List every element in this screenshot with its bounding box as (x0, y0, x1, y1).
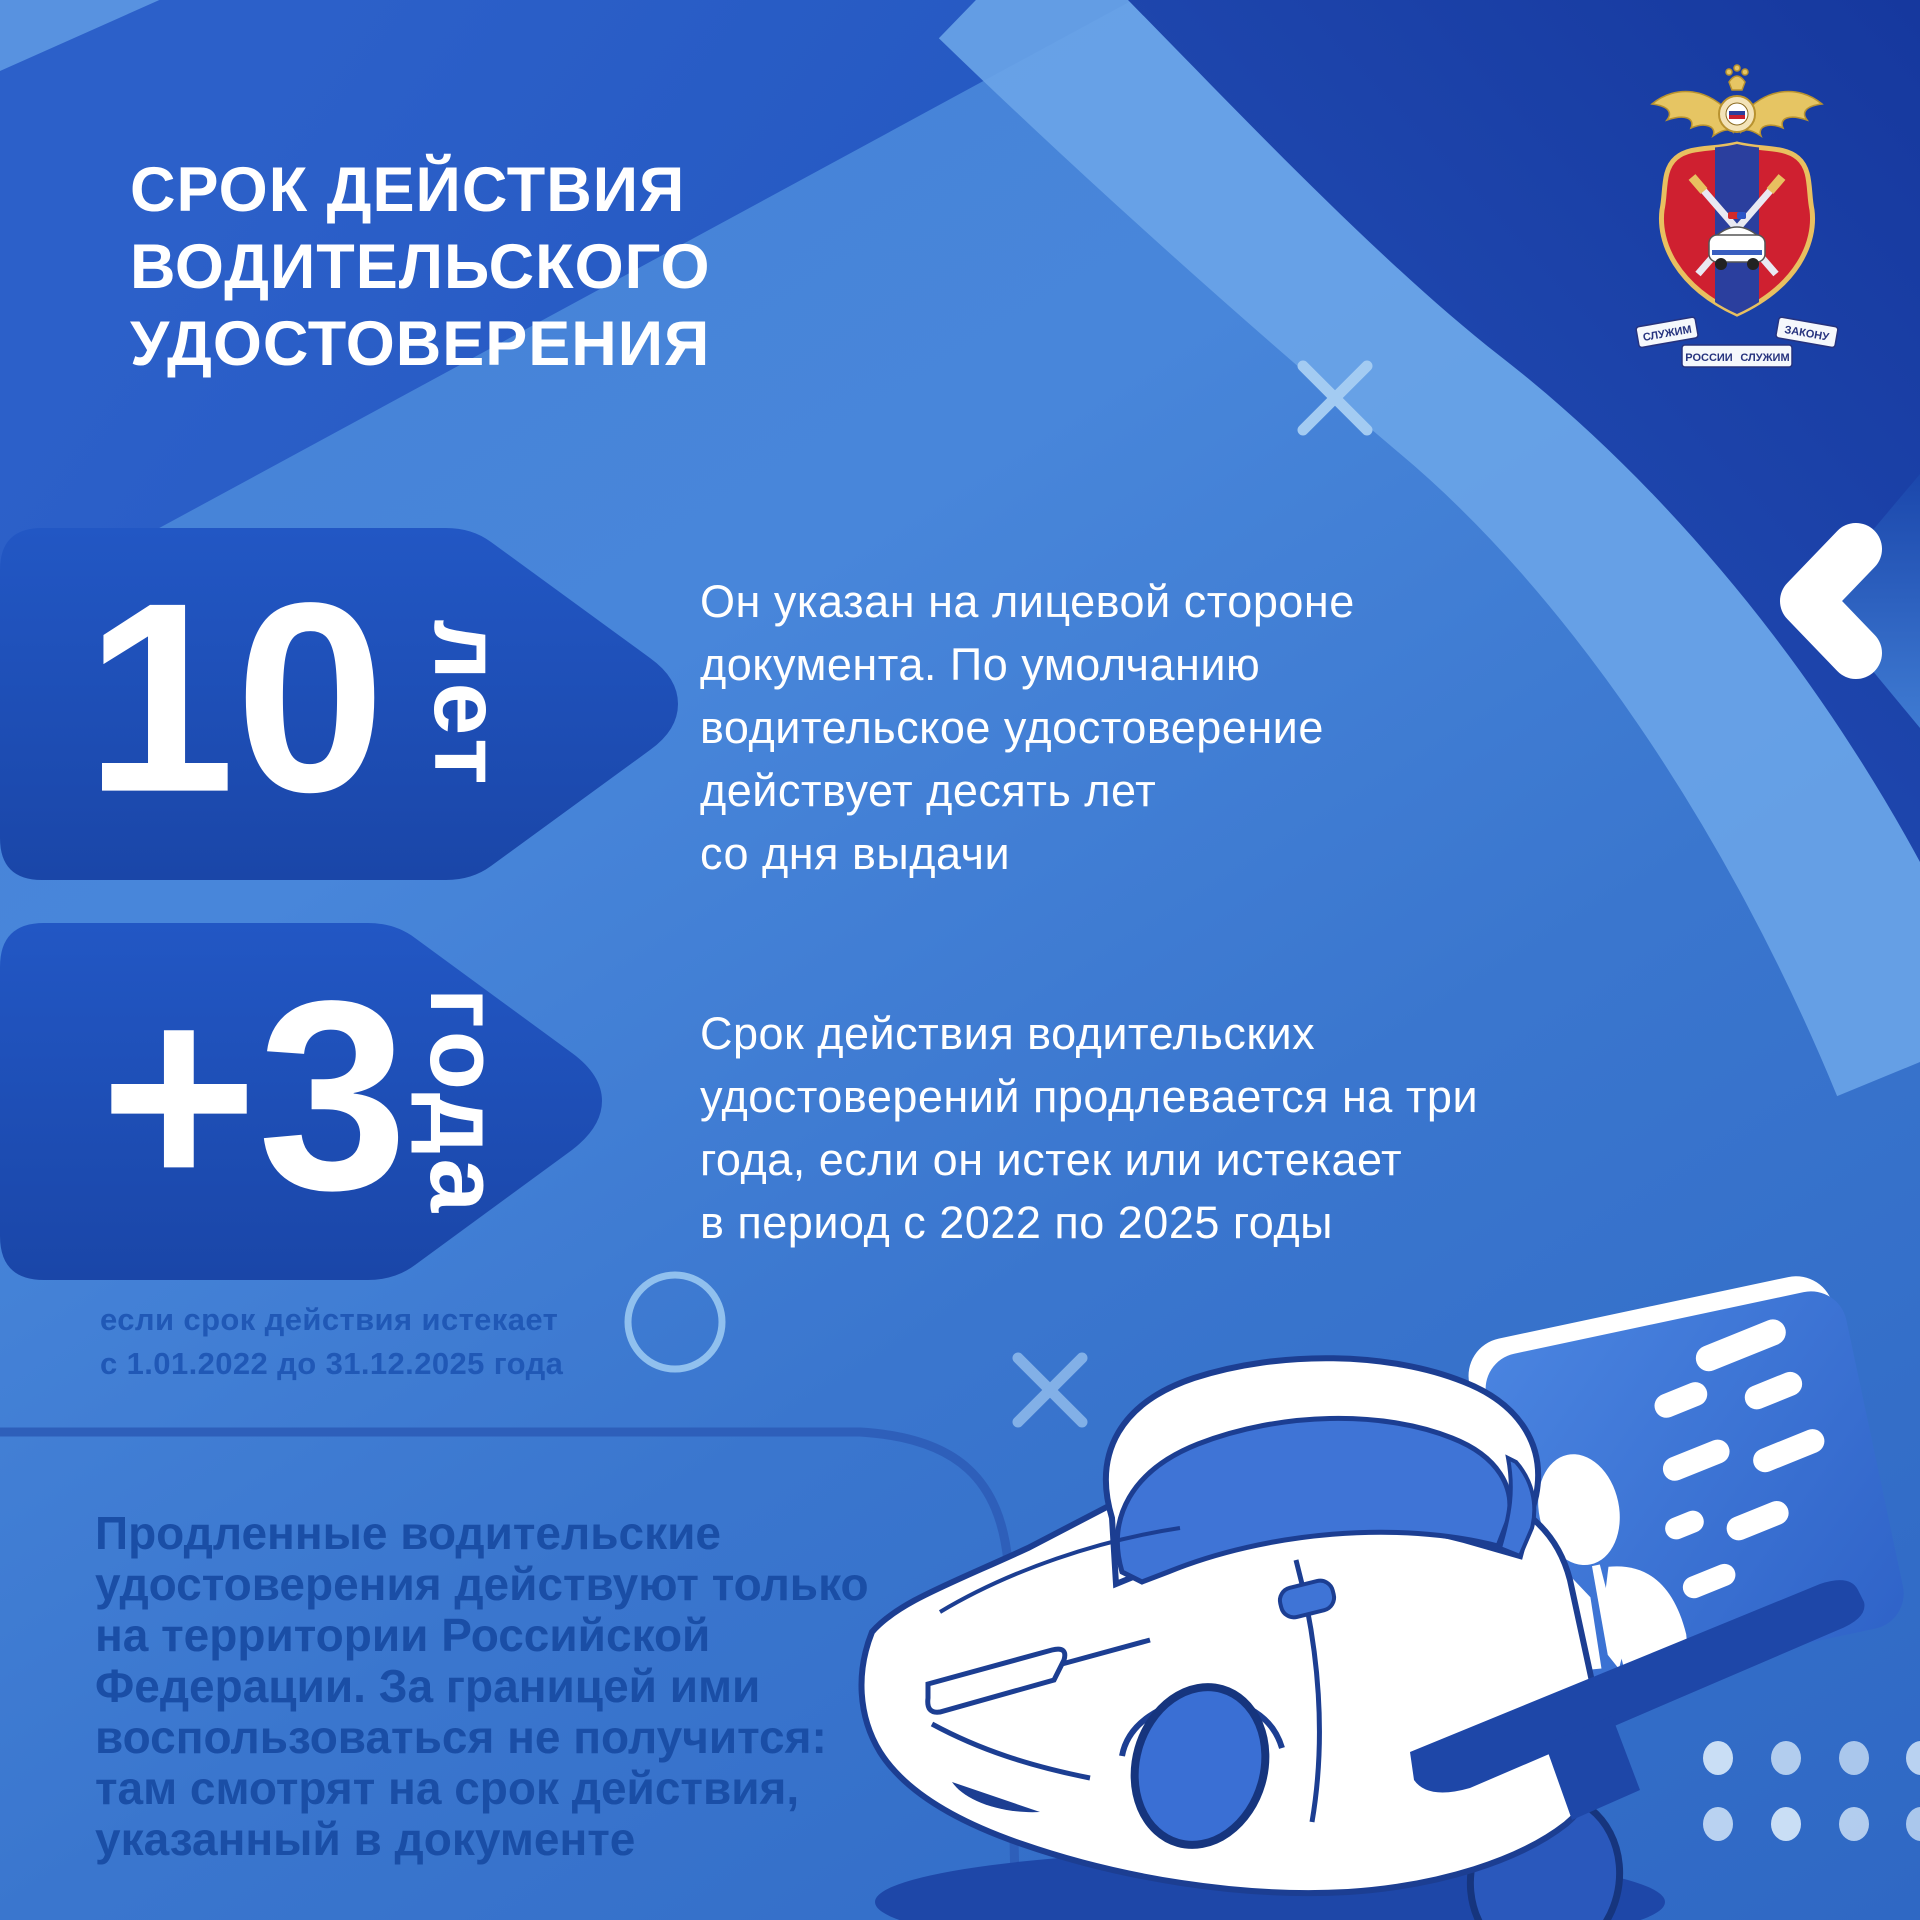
text-line: удостоверения действуют только (95, 1558, 869, 1610)
text-line: Федерации. За границей ими (95, 1660, 761, 1712)
ribbon-label: РОССИИ (1685, 352, 1733, 364)
badge-unit: лет (414, 619, 520, 789)
dots-grid (1703, 1741, 1920, 1841)
note-line: с 1.01.2022 до 31.12.2025 года (100, 1346, 564, 1381)
text-line: Продленные водительские (95, 1507, 721, 1559)
text-line: указанный в документе (95, 1813, 636, 1865)
text-line: воспользоваться не получится: (95, 1711, 827, 1763)
footer-disclaimer (95, 1508, 869, 1865)
x-icon (1018, 1358, 1082, 1422)
badge-10-years (0, 528, 680, 880)
title-line: СРОК ДЕЙСТВИЯ (130, 155, 686, 225)
note-line: если срок действия истекает (100, 1302, 559, 1337)
text-line: со дня выдачи (700, 828, 1011, 879)
text-line: на территории Российской (95, 1609, 711, 1661)
ribbons (1636, 317, 1839, 367)
ribbon-label: СЛУЖИМ (1642, 323, 1693, 344)
title-line: УДОСТОВЕРЕНИЯ (130, 309, 711, 379)
page-title (130, 152, 711, 383)
badge-plus-3-years (0, 923, 604, 1280)
title-line: ВОДИТЕЛЬСКОГО (130, 232, 711, 302)
validity-note (100, 1298, 563, 1386)
text-line: там смотрят на срок действия, (95, 1762, 800, 1814)
text-line: года, если он истек или истекает (700, 1134, 1403, 1185)
text-line: в период с 2022 по 2025 годы (700, 1197, 1333, 1248)
badge-unit: года (410, 987, 519, 1216)
ribbon-label: СЛУЖИМ (1740, 352, 1790, 364)
text-line: действует десять лет (700, 765, 1157, 816)
badge-value: +3 (100, 945, 408, 1247)
badge-value: 10 (85, 547, 386, 849)
text-10-years (700, 570, 1355, 885)
x-icon (1303, 366, 1367, 430)
ribbon-label: ЗАКОНУ (1783, 323, 1830, 344)
text-line: водительское удостоверение (700, 702, 1324, 753)
text-line: Срок действия водительских (700, 1008, 1316, 1059)
text-line: документа. По умолчанию (700, 639, 1261, 690)
text-line: Он указан на лицевой стороне (700, 576, 1355, 627)
medallion-tricolor (1726, 103, 1748, 125)
gibdd-emblem (1632, 60, 1842, 370)
circle-icon (628, 1275, 722, 1369)
text-line: удостоверений продлевается на три (700, 1071, 1479, 1122)
text-plus-3-years (700, 1002, 1478, 1254)
